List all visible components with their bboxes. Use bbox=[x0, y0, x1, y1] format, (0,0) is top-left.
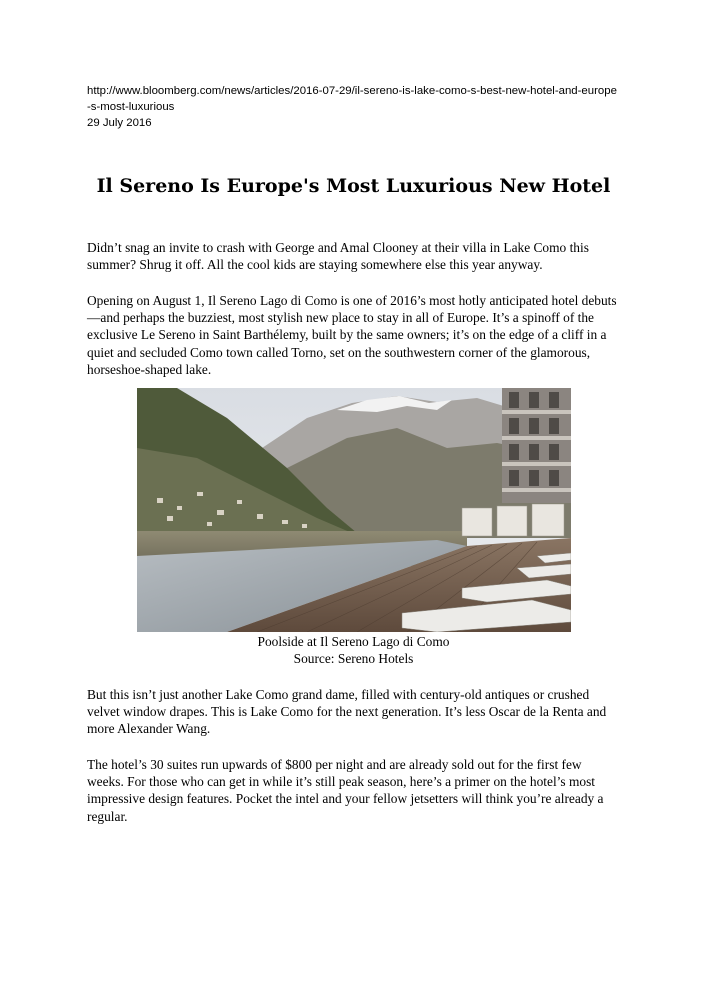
hotel-poolside-photo bbox=[137, 388, 571, 632]
source-url[interactable]: http://www.bloomberg.com/news/articles/2016-07-29/il-sereno-is-lake-como-s-best-new-hotel-and-europe-s-most-luxurious bbox=[87, 85, 617, 113]
article-paragraph-2: Opening on August 1, Il Sereno Lago di Como is one of 2016’s most hotly anticipated hotel debuts—and perhaps the buzziest, most stylish new place to stay in all of Europe. It’s a spinoff of the exclusive Le Sereno in Saint Barthélemy, built by the same owners; it’s on the edge of a cliff in a quiet and secluded Como town called Torno, set on the southwestern corner of the glamorous, horseshoe-shaped lake. bbox=[87, 293, 617, 377]
article-paragraph-1: Didn’t snag an invite to crash with George and Amal Clooney at their villa in Lake Como this summer? Shrug it off. All the cool kids are staying somewhere else this year anyway. bbox=[87, 240, 589, 273]
figure-caption: Poolside at Il Sereno Lago di Como bbox=[257, 634, 450, 649]
figure-credit: Source: Sereno Hotels bbox=[293, 651, 414, 666]
article-paragraph-4: The hotel’s 30 suites run upwards of $800 per night and are already sold out for the first few weeks. For those who can get in while it’s still peak season, here’s a primer on the hotel’s most impressive design features. Pocket the intel and your fellow jetsetters will think you’re already a regular. bbox=[87, 757, 604, 824]
article-paragraph-3: But this isn’t just another Lake Como grand dame, filled with century-old antiques or crushed velvet window drapes. This is Lake Como for the next generation. It’s less Oscar de la Renta and more Alexander Wang. bbox=[87, 687, 607, 737]
source-date: 29 July 2016 bbox=[87, 117, 152, 129]
article-title: Il Sereno Is Europe's Most Luxurious New Hotel bbox=[96, 175, 611, 197]
